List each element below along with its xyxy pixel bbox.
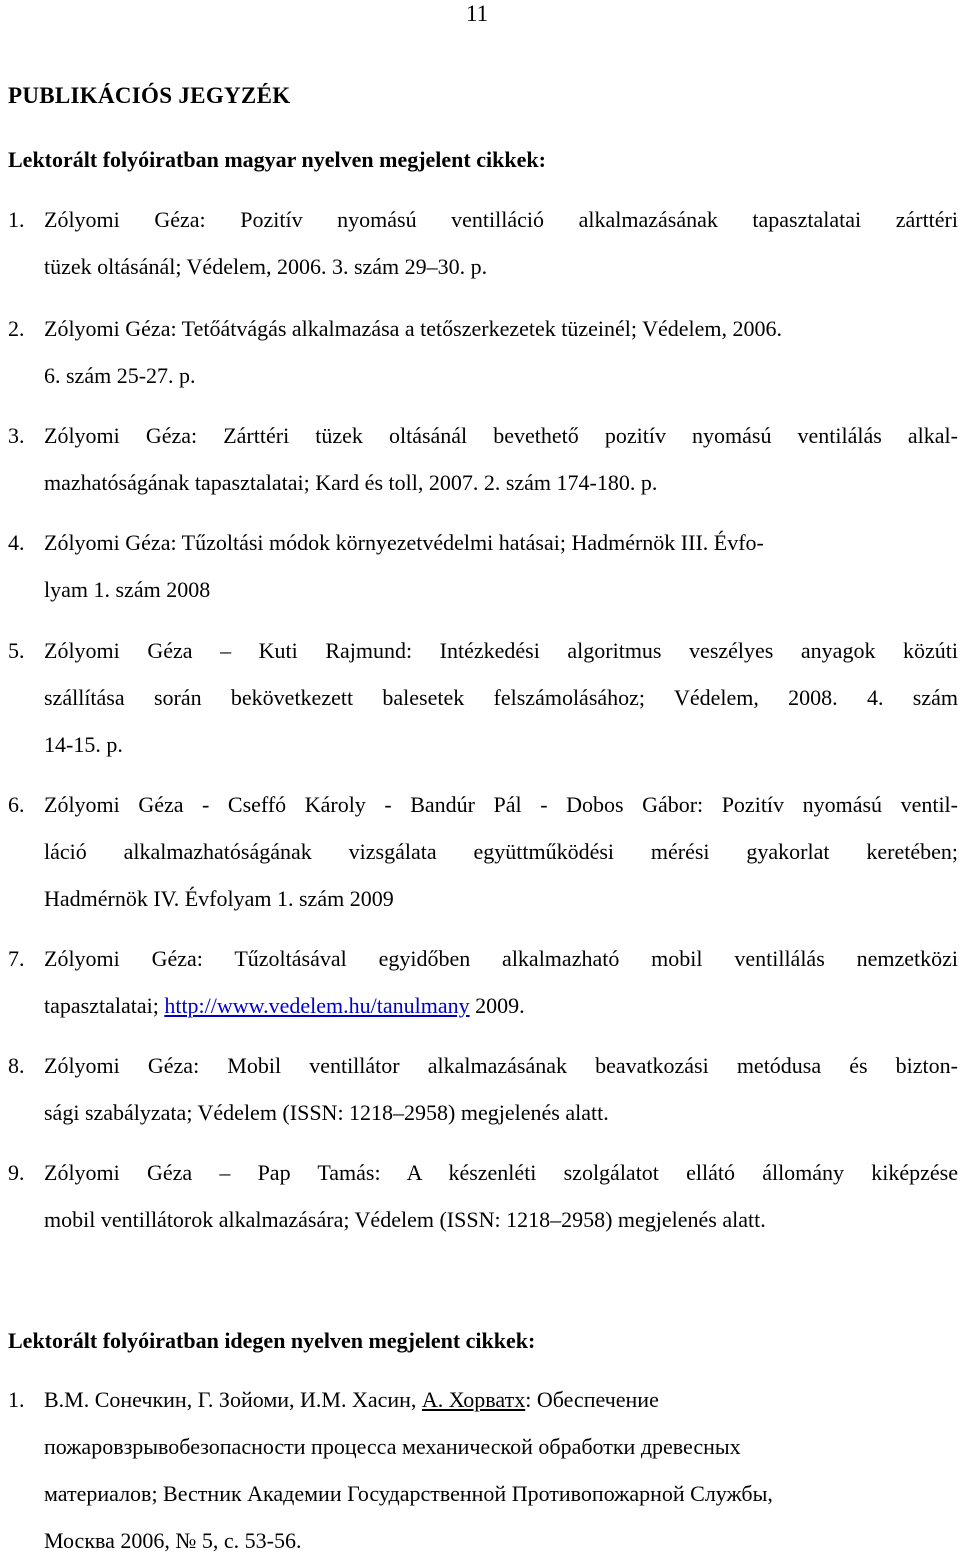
section-title-hungarian: Lektorált folyóiratban magyar nyelven megjelent cikkek: bbox=[8, 147, 546, 172]
item-number: 9. bbox=[8, 1160, 25, 1185]
item-text-line: Zólyomi Géza: Tűzoltási módok környezetvédelmi hatásai; Hadmérnök III. Évfo- bbox=[44, 530, 764, 555]
item-text-line: 6. szám 25-27. p. bbox=[44, 363, 196, 388]
item-text-line: Zólyomi Géza: Zárttéri tüzek oltásánál bevethető pozitív nyomású ventilálás alkal- bbox=[44, 423, 958, 448]
item-text-line: láció alkalmazhatóságának vizsgálata együttműködési mérési gyakorlat keretében; bbox=[44, 839, 958, 864]
item-text-line bbox=[44, 1376, 958, 1423]
item-number: 1. bbox=[8, 1387, 25, 1412]
item-number: 3. bbox=[8, 423, 25, 448]
item-text-line: Zólyomi Géza: Pozitív nyomású ventilláció alkalmazásának tapasztalatai zárttéri bbox=[44, 207, 958, 232]
item-text-line: Zólyomi Géza – Kuti Rajmund: Intézkedési algoritmus veszélyes anyagok közúti bbox=[44, 638, 958, 663]
item-number: 8. bbox=[8, 1053, 25, 1078]
item-number: 6. bbox=[8, 792, 25, 817]
item-text-line: Zólyomi Géza - Cseffó Károly - Bandúr Pál - Dobos Gábor: Pozitív nyomású ventil- bbox=[44, 792, 958, 817]
publication-item bbox=[8, 1376, 958, 1564]
item-text-line: 14-15. p. bbox=[44, 732, 123, 757]
item-text-line: lyam 1. szám 2008 bbox=[44, 577, 211, 602]
item-text-line: Zólyomi Géza: Tetőátvágás alkalmazása a tetőszerkezetek tüzeinél; Védelem, 2006. bbox=[44, 316, 782, 341]
publication-item bbox=[8, 519, 958, 613]
item-text-prefix: tapasztalatai; bbox=[44, 993, 165, 1018]
item-text-line: sági szabályzata; Védelem (ISSN: 1218–2958) megjelenés alatt. bbox=[44, 1100, 609, 1125]
item-text-line: материалов; Вестник Академии Государственной Противопожарной Службы, bbox=[44, 1481, 773, 1506]
item-number: 7. bbox=[8, 946, 25, 971]
item-text-line: Москва 2006, № 5, с. 53-56. bbox=[44, 1528, 302, 1553]
section-title-foreign: Lektorált folyóiratban idegen nyelven megjelent cikkek: bbox=[8, 1328, 536, 1353]
publication-item bbox=[8, 781, 958, 922]
item-text-line: szállítása során bekövetkezett balesetek felszámolásához; Védelem, 2008. 4. szám bbox=[44, 685, 958, 710]
item-text-suffix: 2009. bbox=[469, 993, 525, 1018]
underlined-author: А. Хорватх bbox=[421, 1387, 526, 1412]
publication-item bbox=[8, 1149, 958, 1243]
publication-item bbox=[8, 1042, 958, 1136]
item-text-line: tüzek oltásánál; Védelem, 2006. 3. szám 29–30. p. bbox=[44, 254, 488, 279]
item-text-prefix: В.М. Сонечкин, Г. Зойоми, И.М. Хасин, bbox=[44, 1387, 422, 1412]
publication-item bbox=[8, 627, 958, 768]
publication-item bbox=[8, 196, 958, 290]
item-number: 1. bbox=[8, 207, 25, 232]
item-text-line: mazhatóságának tapasztalatai; Kard és toll, 2007. 2. szám 174-180. p. bbox=[44, 470, 658, 495]
item-text-line: mobil ventillátorok alkalmazására; Védelem (ISSN: 1218–2958) megjelenés alatt. bbox=[44, 1207, 766, 1232]
page-number: 11 bbox=[466, 1, 489, 26]
publication-link[interactable]: http://www.vedelem.hu/tanulmany bbox=[164, 993, 470, 1018]
item-text-line bbox=[44, 982, 958, 1029]
item-number: 4. bbox=[8, 530, 25, 555]
item-text-line: пожаровзрывобезопасности процесса механической обработки древесных bbox=[44, 1434, 741, 1459]
item-text-line: Zólyomi Géza – Pap Tamás: A készenléti szolgálatot ellátó állomány kiképzése bbox=[44, 1160, 958, 1185]
publication-item bbox=[8, 935, 958, 1029]
item-text-suffix: : Обеспечение bbox=[525, 1387, 659, 1412]
publication-item bbox=[8, 412, 958, 506]
publication-item bbox=[8, 305, 958, 399]
item-number: 2. bbox=[8, 316, 25, 341]
item-text-line: Hadmérnök IV. Évfolyam 1. szám 2009 bbox=[44, 886, 394, 911]
item-number: 5. bbox=[8, 638, 25, 663]
page-heading: PUBLIKÁCIÓS JEGYZÉK bbox=[8, 83, 291, 108]
item-text-line: Zólyomi Géza: Mobil ventillátor alkalmazásának beavatkozási metódusa és bizton- bbox=[44, 1053, 958, 1078]
item-text-line: Zólyomi Géza: Tűzoltásával egyidőben alkalmazható mobil ventillálás nemzetközi bbox=[44, 946, 958, 971]
